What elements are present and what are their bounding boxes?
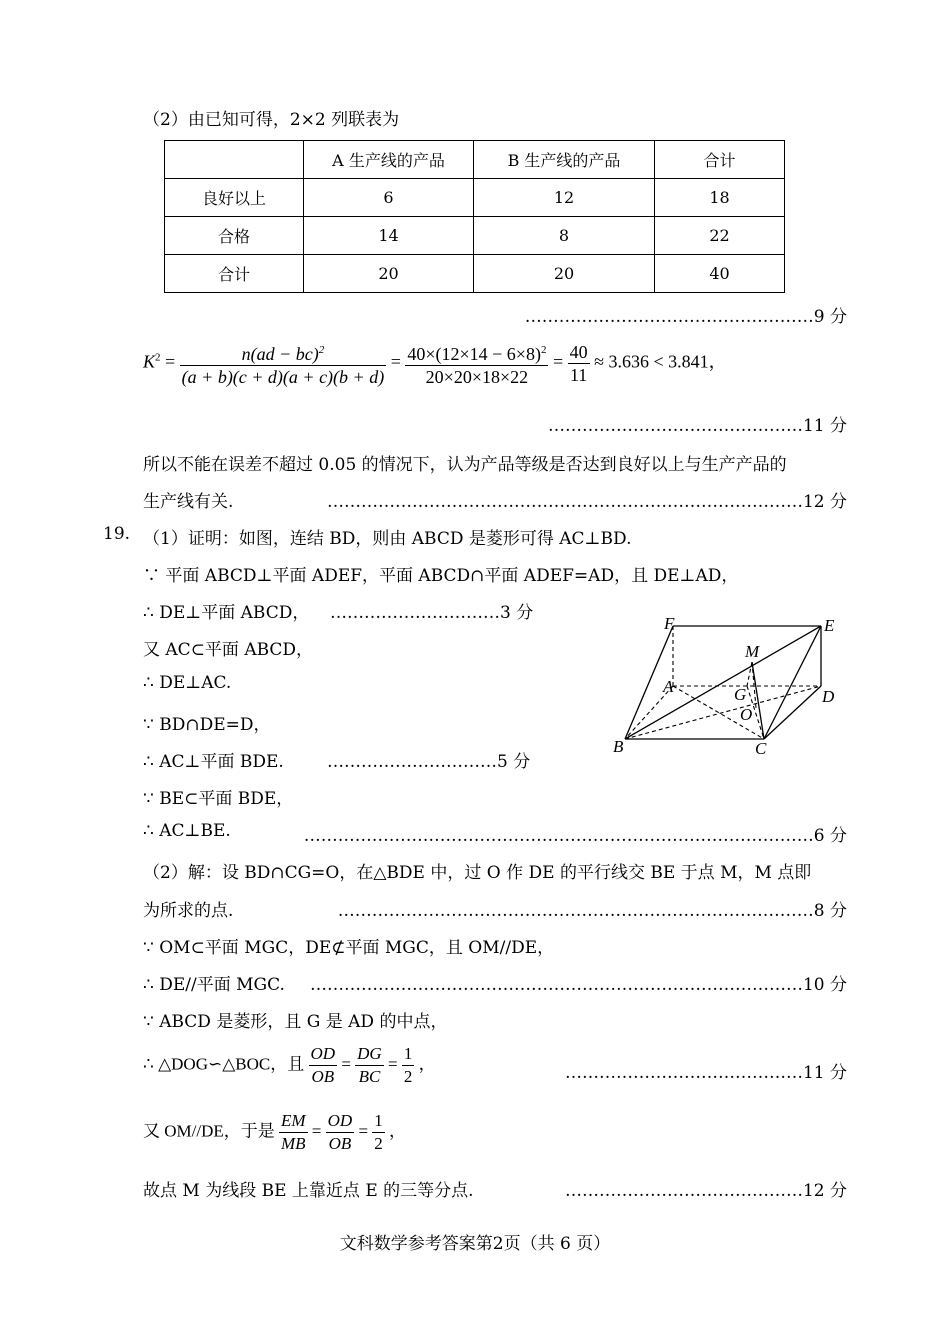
segment-mc (752, 662, 764, 739)
fraction-denominator: 20×20×18×22 (425, 367, 529, 387)
table-row (165, 179, 785, 217)
table-header-cell: B 生产线的产品 (474, 141, 655, 179)
label-a: A (663, 677, 674, 696)
table-header-row (165, 141, 785, 179)
geometry-figure (600, 612, 850, 762)
q19-line3: ∴ DE⊥平面 ABCD， (143, 603, 310, 623)
label-b: B (613, 737, 624, 756)
fraction-denominator: (a + b)(c + d)(a + c)(b + d) (181, 367, 385, 387)
q19-line11: 为所求的点. (143, 901, 234, 921)
table-cell: 合格 (165, 217, 304, 255)
fraction-numerator: 40 (569, 342, 588, 362)
table-cell: 40 (655, 255, 785, 293)
fraction-em-mb: $\frac{EM}{MB}$ (281, 1111, 306, 1153)
table-cell: 20 (474, 255, 655, 293)
q19-line15: ∴ △DOG∽△BOC，且 $\frac{OD}{OB}$ = $\frac{DG}{BC}$ = $\frac{1}{2}$ ， (143, 1044, 436, 1086)
fraction-od-ob-2: $\frac{OD}{OB}$ (327, 1111, 353, 1153)
table-row (165, 217, 785, 255)
k2-sup: 2 (155, 351, 161, 364)
k2-symbol: K (143, 351, 156, 372)
label-f: F (664, 614, 675, 633)
score-12b: ……………………………………12 分 (564, 1181, 847, 1201)
table-cell: 20 (304, 255, 474, 293)
score-11a: ………………………………………11 分 (547, 416, 847, 436)
conclusion-line1: 所以不能在误差不超过 0.05 的情况下，认为产品等级是否达到良好以上与生产产品的 (143, 455, 787, 475)
score-9: ……………………………………………9 分 (524, 307, 847, 327)
edge-cd (764, 686, 821, 739)
score-11b: ……………………………………11 分 (564, 1063, 847, 1083)
q19-line8: ∵ BE⊂平面 BDE， (143, 789, 294, 809)
part2-intro: （2）由已知可得，2×2 列联表为 (143, 110, 400, 130)
fraction-general (180, 340, 387, 387)
q19-line14: ∵ ABCD 是菱形，且 G 是 AD 的中点， (143, 1012, 448, 1032)
label-m: M (745, 642, 760, 661)
table-row (165, 255, 785, 293)
q19-line4: 又 AC⊂平面 ABCD， (143, 640, 314, 660)
score-10: ……………………………………………………………………………10 分 (309, 975, 847, 995)
question-number: 19. (103, 524, 131, 544)
fraction-numerator: n(ad − bc)$^2$ (180, 340, 387, 366)
score-12a: …………………………………………………………………………12 分 (326, 492, 847, 512)
label-c: C (755, 739, 767, 758)
fraction-numerator: $40\times(12\times 14 - 6\times 8)^2$ (405, 340, 548, 366)
label-e: E (824, 616, 835, 635)
fraction-half-2: $\frac{1}{2}$ (374, 1111, 383, 1153)
q19-line5: ∴ DE⊥AC. (143, 673, 232, 693)
fraction-result (568, 342, 590, 385)
table-cell: 12 (474, 179, 655, 217)
q19-line17: 故点 M 为线段 BE 上靠近点 E 的三等分点. (143, 1181, 474, 1201)
q19-line15-text: ∴ △DOG∽△BOC，且 (143, 1054, 305, 1074)
label-o: O (740, 705, 753, 724)
table-header-cell (165, 141, 304, 179)
table-header-cell: A 生产线的产品 (304, 141, 474, 179)
table-cell: 6 (304, 179, 474, 217)
label-g: G (734, 685, 747, 704)
fraction-numeric (405, 340, 548, 387)
q19-line2: ∵ 平面 ABCD⊥平面 ADEF，平面 ABCD∩平面 ADEF=AD，且 DE⊥AD， (143, 566, 739, 586)
fraction-half: $\frac{1}{2}$ (403, 1044, 413, 1086)
q19-line12: ∵ OM⊂平面 MGC，DE⊄平面 MGC，且 OM//DE， (143, 938, 555, 958)
table-cell: 22 (655, 217, 785, 255)
q19-line16: 又 OM//DE，于是 $\frac{EM}{MB}$ = $\frac{OD}{OB}$ = $\frac{1}{2}$ ， (143, 1111, 407, 1153)
q19-line10: （2）解：设 BD∩CG=O，在△BDE 中，过 O 作 DE 的平行线交 BE 于点 M，M 点即 (143, 863, 812, 883)
contingency-table (164, 140, 785, 293)
q19-line13: ∴ DE//平面 MGC. (143, 975, 285, 995)
q19-line9: ∴ AC⊥BE. (143, 821, 231, 841)
score-5: …………………………5 分 (327, 752, 531, 772)
table-cell: 14 (304, 217, 474, 255)
edge-eb (625, 626, 821, 739)
segment-mg (747, 662, 752, 686)
conclusion-line2: 生产线有关. (143, 492, 234, 512)
table-cell: 18 (655, 179, 785, 217)
q19-line16-text: 又 OM//DE，于是 (143, 1121, 275, 1141)
table-cell: 合计 (165, 255, 304, 293)
fraction-od-ob: $\frac{OD}{OB}$ (310, 1044, 336, 1086)
q19-line1: （1）证明：如图，连结 BD，则由 ABCD 是菱形可得 AC⊥BD. (143, 529, 632, 549)
q19-line6: ∵ BD∩DE=D， (143, 715, 271, 735)
label-d: D (822, 687, 835, 706)
table-cell: 良好以上 (165, 179, 304, 217)
score-8: …………………………………………………………………………8 分 (337, 901, 847, 921)
formula-tail: ≈ 3.636 < 3.841， (594, 351, 727, 372)
table-cell: 8 (474, 217, 655, 255)
score-3: …………………………3 分 (330, 603, 534, 623)
fraction-denominator: 11 (569, 365, 588, 385)
page-footer: 文科数学参考答案第2页（共 6 页） (339, 1234, 611, 1254)
fraction-dg-bc: $\frac{DG}{BC}$ (357, 1044, 382, 1086)
q19-line7: ∴ AC⊥平面 BDE. (143, 752, 284, 772)
score-6: ………………………………………………………………………………6 分 (303, 826, 847, 846)
table-header-cell: 合计 (655, 141, 785, 179)
k2-formula: $K^2$ = $\frac{n(ad - bc)^2}{(a + b)(c + d)(a + c)(b + d)}$ = $\frac{40\times(12\times 14 - 6\times 8)^2}{20\times 20\times 18\times 22}$ = $\frac{40}{11}$ ≈ 3.636 < 3.841， (143, 342, 727, 387)
